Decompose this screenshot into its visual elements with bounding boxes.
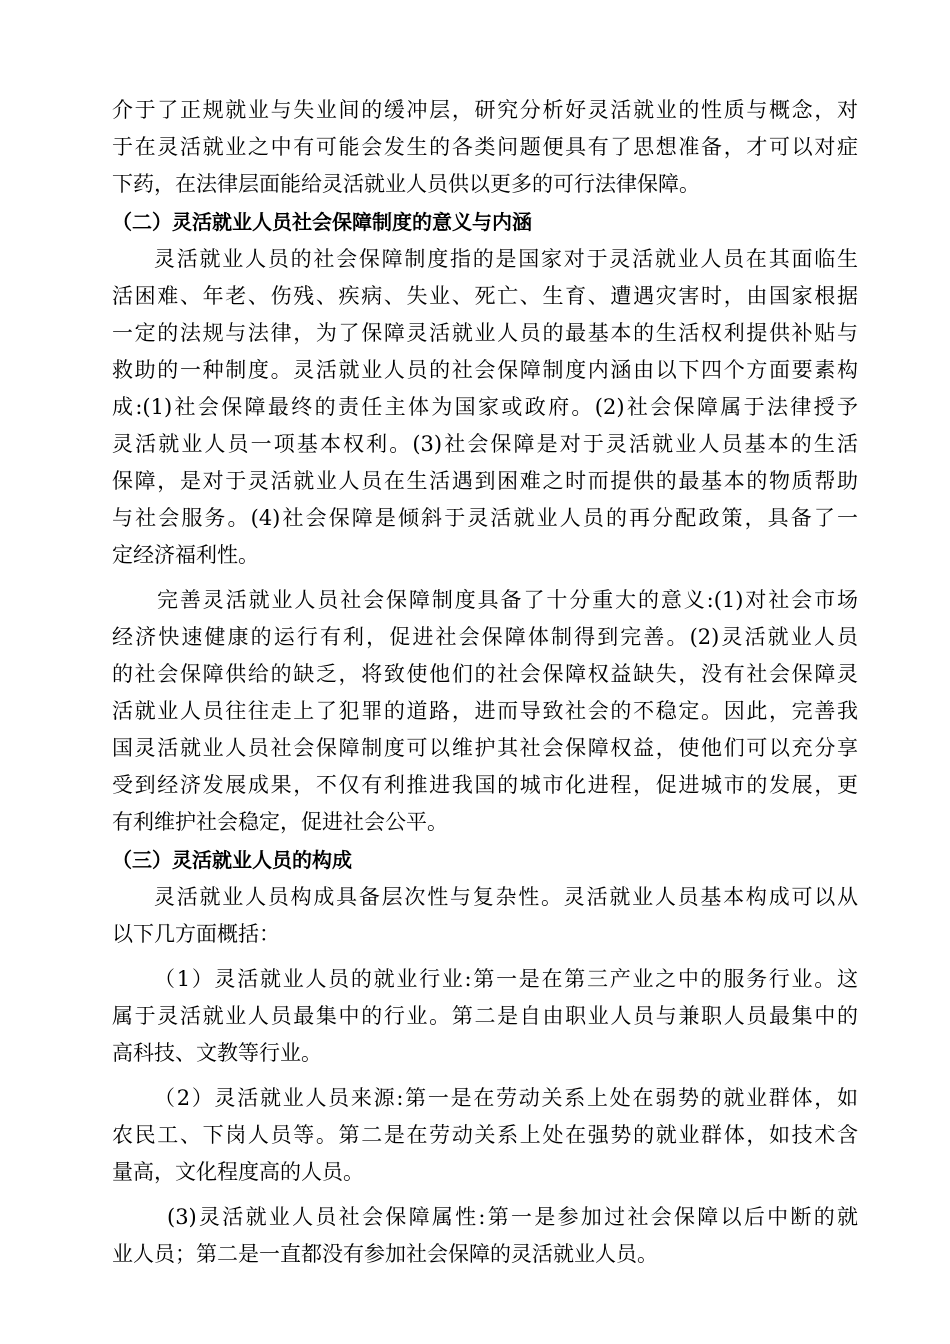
text-line: 保障，是对于灵活就业人员在生活遇到困难之时而提供的最基本的物质帮助 <box>112 469 858 493</box>
text-line: 高科技、文教等行业。 <box>112 1041 322 1065</box>
paragraph-1 <box>112 92 858 203</box>
text-line: 灵活就业人员一项基本权利。(3)社会保障是对于灵活就业人员基本的生活 <box>112 432 858 456</box>
text-line: 于在灵活就业之中有可能会发生的各类问题便具有了思想准备，才可以对症 <box>112 135 858 159</box>
paragraph-4 <box>112 879 858 953</box>
text-line: 介于了正规就业与失业间的缓冲层，研究分析好灵活就业的性质与概念，对 <box>112 98 858 122</box>
paragraph-5 <box>112 961 858 1072</box>
document-page <box>112 92 858 1273</box>
text-line: 完善灵活就业人员社会保障制度具备了十分重大的意义:(1)对社会市场 <box>157 588 858 612</box>
paragraph-3 <box>112 582 858 841</box>
text-line: 下药，在法律层面能给灵活就业人员供以更多的可行法律保障。 <box>112 172 700 196</box>
text-line: 经济快速健康的运行有利，促进社会保障体制得到完善。(2)灵活就业人员 <box>112 625 858 649</box>
text-line: 业人员；第二是一直都没有参加社会保障的灵活就业人员。 <box>112 1242 658 1266</box>
text-line: 属于灵活就业人员最集中的行业。第二是自由职业人员与兼职人员最集中的 <box>112 1004 858 1028</box>
text-line: 灵活就业人员构成具备层次性与复杂性。灵活就业人员基本构成可以从 <box>154 885 858 909</box>
text-line: 有利维护社会稳定，促进社会公平。 <box>112 810 448 834</box>
text-line: 量高，文化程度高的人员。 <box>112 1160 364 1184</box>
text-line: 受到经济发展成果，不仅有利推进我国的城市化进程，促进城市的发展，更 <box>112 773 858 797</box>
text-line: (3)灵活就业人员社会保障属性:第一是参加过社会保障以后中断的就 <box>167 1205 858 1229</box>
text-line: （1）灵活就业人员的就业行业:第一是在第三产业之中的服务行业。这 <box>154 967 858 991</box>
text-line: 一定的法规与法律，为了保障灵活就业人员的最基本的生活权利提供补贴与 <box>112 321 858 345</box>
paragraph-2 <box>112 241 858 574</box>
section-heading-3: （三）灵活就业人员的构成 <box>112 848 352 872</box>
text-line: 定经济福利性。 <box>112 543 259 567</box>
text-line: 灵活就业人员的社会保障制度指的是国家对于灵活就业人员在其面临生 <box>154 247 858 271</box>
text-line: 成:(1)社会保障最终的责任主体为国家或政府。(2)社会保障属于法律授予 <box>112 395 858 419</box>
text-line: 救助的一种制度。灵活就业人员的社会保障制度内涵由以下四个方面要素构 <box>112 358 858 382</box>
paragraph-6 <box>112 1080 858 1191</box>
text-line: 与社会服务。(4)社会保障是倾斜于灵活就业人员的再分配政策，具备了一 <box>112 506 858 530</box>
section-heading-2: （二）灵活就业人员社会保障制度的意义与内涵 <box>112 210 532 234</box>
text-line: 国灵活就业人员社会保障制度可以维护其社会保障权益，使他们可以充分享 <box>112 736 858 760</box>
text-line: 以下几方面概括： <box>112 922 280 946</box>
text-line: （2）灵活就业人员来源:第一是在劳动关系上处在弱势的就业群体，如 <box>154 1086 858 1110</box>
paragraph-7 <box>112 1199 858 1273</box>
text-line: 农民工、下岗人员等。第二是在劳动关系上处在强势的就业群体，如技术含 <box>112 1123 858 1147</box>
text-line: 活困难、年老、伤残、疾病、失业、死亡、生育、遭遇灾害时，由国家根据 <box>112 284 858 308</box>
text-line: 的社会保障供给的缺乏，将致使他们的社会保障权益缺失，没有社会保障灵 <box>112 662 858 686</box>
text-line: 活就业人员往往走上了犯罪的道路，进而导致社会的不稳定。因此，完善我 <box>112 699 858 723</box>
